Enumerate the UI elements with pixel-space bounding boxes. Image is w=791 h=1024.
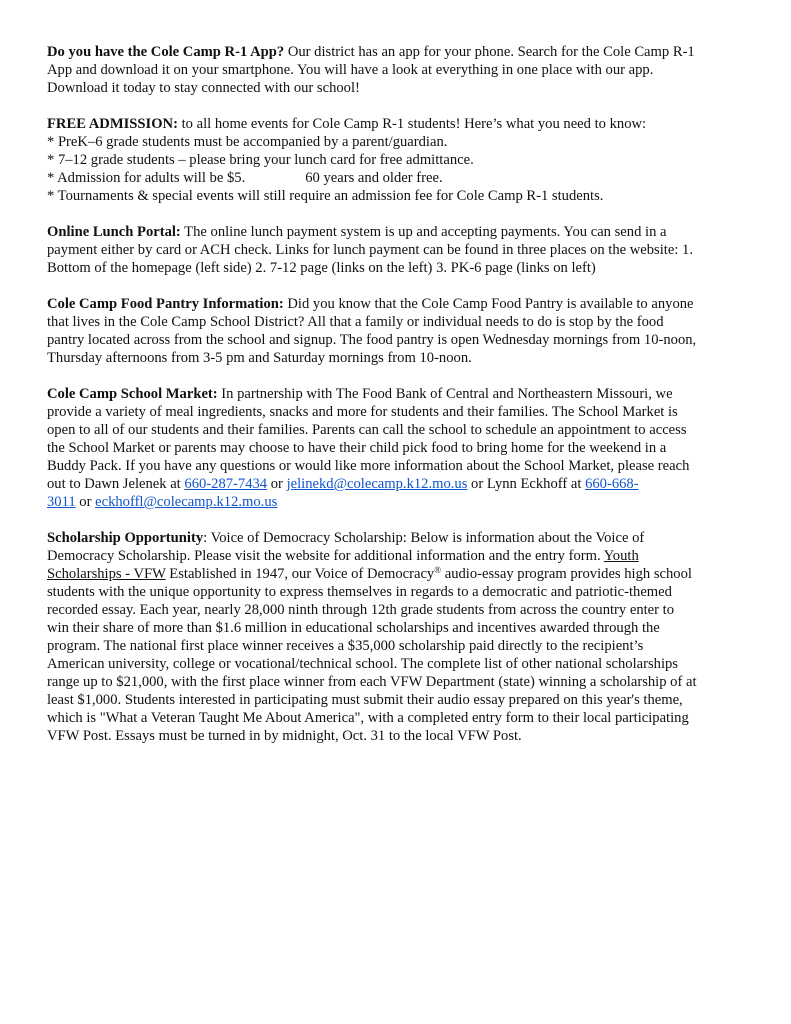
scholarship-text-12: VFW Post. Essays must be turned in by midnight, Oct. 31 to the local VFW Post. [47,728,522,744]
scholarship-text-9: range up to $21,000, with the first place winner from each VFW Department (state) winning a scholarship of at [47,674,697,690]
admission-item: * Tournaments & special events will still require an admission fee for Cole Camp R-1 students. [47,188,604,204]
pantry-paragraph [47,295,751,367]
scholarship-text-7: program. The national first place winner receives a $35,000 scholarship paid directly to the recipient’s [47,638,644,654]
pantry-text-2: that lives in the Cole Camp School District? All that a family or individual needs to do is stop by the food [47,314,664,330]
market-text-1: In partnership with The Food Bank of Central and Northeastern Missouri, we [217,386,673,402]
scholarship-text-3: Established in 1947, our Voice of Democracy [165,566,435,582]
market-text-6a: out to Dawn Jelenek at [47,476,185,492]
pantry-text-3: pantry located across from the school and signup. The food pantry is open Wednesday mornings from 10-noon, [47,332,697,348]
market-text-2: provide a variety of meal ingredients, snacks and more for students and their families. The School Market is [47,404,678,420]
market-text-3: open to all of our students and their families. Parents can call the school to schedule an appointment to access [47,422,687,438]
phone-link-lynn[interactable]: 660-668- [585,476,639,492]
market-text-6b: or [267,476,287,492]
market-heading: Cole Camp School Market: [47,386,218,402]
lunch-text-1: The online lunch payment system is up and accepting payments. You can send in a [180,224,667,240]
admission-heading: FREE ADMISSION: [47,116,178,132]
phone-link-lynn-cont[interactable]: 3011 [47,494,76,510]
pantry-text-1: Did you know that the Cole Camp Food Pantry is available to anyone [283,296,694,312]
scholarship-text-3b: audio-essay program provides high school [441,566,692,582]
app-text-3: Download it today to stay connected with our school! [47,80,360,96]
lunch-heading: Online Lunch Portal: [47,224,181,240]
phone-link-dawn[interactable]: 660-287-7434 [184,476,268,492]
lunch-text-2: payment either by card or ACH check. Links for lunch payment can be found in three places on the website: 1. [47,242,693,258]
scholarship-text-6: win their share of more than $1.6 million in educational scholarships and incentives awarded through the [47,620,660,636]
registered-mark: ® [434,565,442,575]
pantry-heading: Cole Camp Food Pantry Information: [47,296,284,312]
scholarship-text-2: Democracy Scholarship. Please visit the website for additional information and the entry form. [47,548,604,564]
admission-item: * Admission for adults will be $5. [47,170,246,186]
admission-item: * PreK–6 grade students must be accompanied by a parent/guardian. [47,134,448,150]
app-text-2: App and download it on your smartphone. You will have a look at everything in one place with our app. [47,62,654,78]
market-paragraph [47,385,751,511]
pantry-text-4: Thursday afternoons from 3-5 pm and Saturday mornings from 10-noon. [47,350,472,366]
admission-paragraph [47,115,751,205]
scholarship-text-1: : Voice of Democracy Scholarship: Below is information about the Voice of [203,530,645,546]
vfw-link[interactable]: Youth [603,548,639,564]
market-text-6c: or Lynn Eckhoff at [467,476,586,492]
app-heading: Do you have the Cole Camp R-1 App? [47,44,285,60]
scholarship-heading: Scholarship Opportunity [47,530,204,546]
market-text-7a: or [75,494,96,510]
scholarship-text-11: which is "What a Veteran Taught Me About America", with a completed entry form to their local participating [47,710,689,726]
email-link-lynn[interactable]: eckhoffl@colecamp.k12.mo.us [95,494,278,510]
admission-intro: to all home events for Cole Camp R-1 students! Here’s what you need to know: [177,116,647,132]
scholarship-paragraph [47,529,751,745]
app-text-1: Our district has an app for your phone. Search for the Cole Camp R-1 [284,44,695,60]
scholarship-text-10: least $1,000. Students interested in participating must submit their audio essay prepared on this year's theme, [47,692,683,708]
scholarship-text-4: students with the unique opportunity to express themselves in regards to a democratic and patriotic-themed [47,584,672,600]
admission-item-seniors: 60 years and older free. [305,170,443,186]
market-text-5: Buddy Pack. If you have any questions or would like more information about the School Market, please reach [47,458,690,474]
scholarship-text-5: recorded essay. Each year, nearly 28,000 ninth through 12th grade students from across the country enter to [47,602,675,618]
lunch-paragraph [47,223,751,277]
email-link-dawn[interactable]: jelinekd@colecamp.k12.mo.us [286,476,468,492]
scholarship-text-8: American university, college or vocational/technical school. The complete list of other national scholarships [47,656,678,672]
vfw-link-cont[interactable]: Scholarships - VFW [47,566,166,582]
market-text-4: the School Market or parents may choose to have their child pick food to bring home for the weekend in a [47,440,667,456]
lunch-text-3: Bottom of the homepage (left side) 2. 7-12 page (links on the left) 3. PK-6 page (links on left) [47,260,596,276]
admission-item: * 7–12 grade students – please bring your lunch card for free admittance. [47,152,474,168]
app-paragraph [47,43,751,97]
